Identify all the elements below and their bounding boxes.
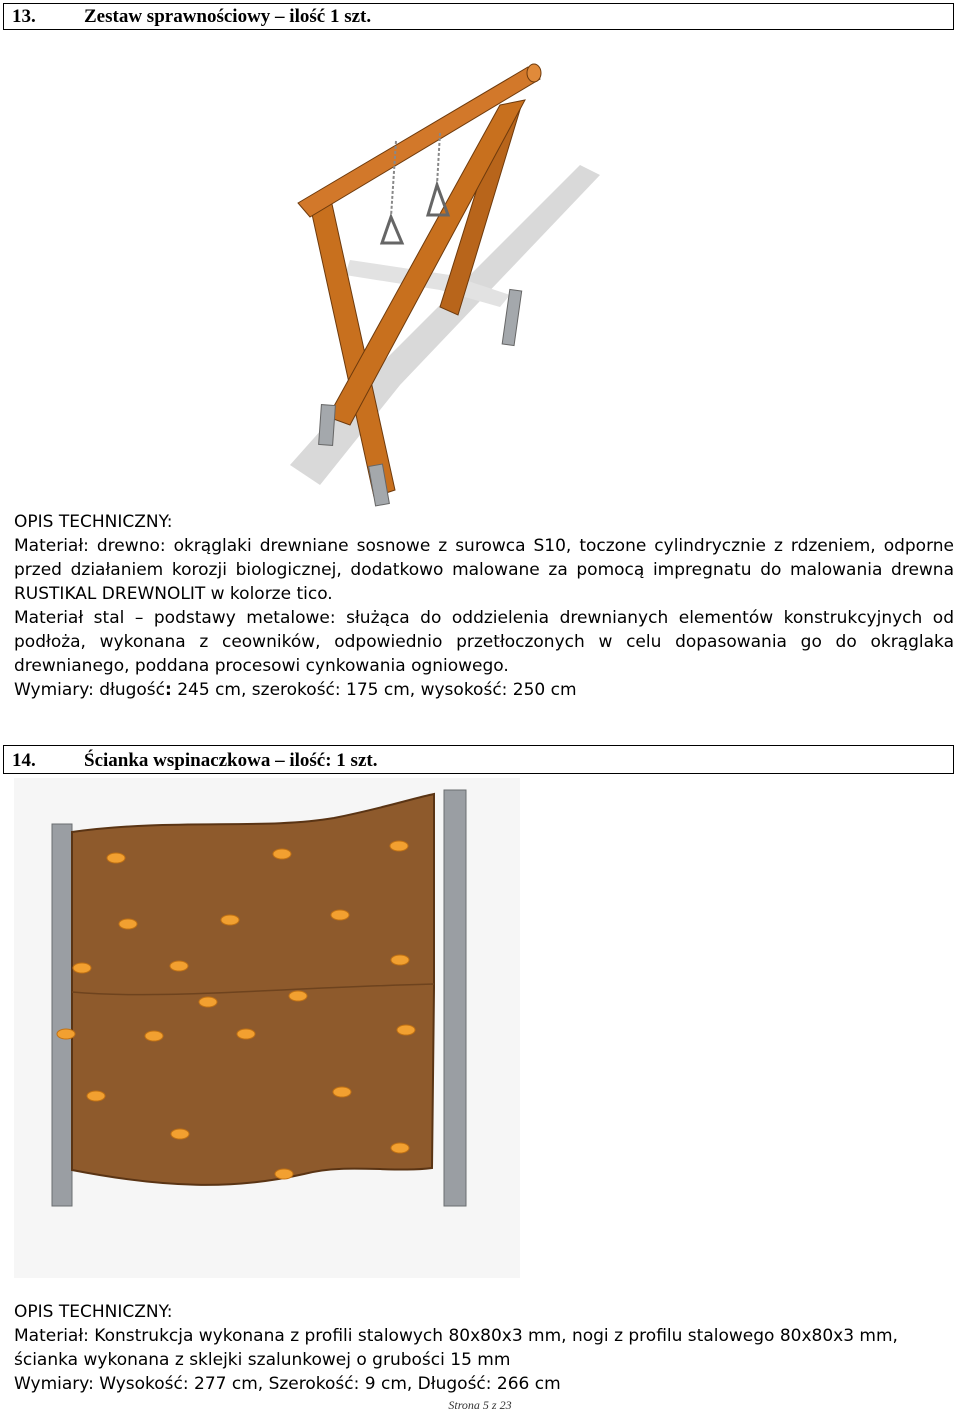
material-14: Materiał: Konstrukcja wykonana z profili stalowych 80x80x3 mm, nogi z profilu stalowego 80x80x3 mm, ścianka wykonana z sklejki szalunkowej o grubości 15 mm [14, 1326, 898, 1370]
left-post [52, 824, 72, 1206]
section-13-number: 13. [12, 6, 36, 27]
section-13-header [3, 3, 954, 30]
hold [73, 963, 91, 973]
hold [145, 1031, 163, 1041]
dimensions-13 [14, 678, 954, 702]
hold [391, 1143, 409, 1153]
section-13-description [14, 510, 954, 702]
hold [119, 919, 137, 929]
hold [331, 910, 349, 920]
hold [87, 1091, 105, 1101]
hold [397, 1025, 415, 1035]
wall-panel [72, 794, 434, 1185]
ring-right [428, 185, 448, 215]
hold [221, 915, 239, 925]
page-footer: Strona 5 z 23 [448, 1398, 512, 1412]
section-14-description [14, 1300, 954, 1396]
section-14-title: Ścianka wspinaczkowa – ilość: 1 szt. [84, 750, 378, 771]
hold [171, 1129, 189, 1139]
hold [170, 961, 188, 971]
section-13-title: Zestaw sprawnościowy – ilość 1 szt. [84, 6, 372, 27]
hold [275, 1169, 293, 1179]
hold [57, 1029, 75, 1039]
hold [390, 841, 408, 851]
hold [289, 991, 307, 1001]
dimensions-13-value: 245 cm, szerokość: 175 cm, wysokość: 250 cm [171, 680, 577, 700]
dimensions-13-label: Wymiary: długość [14, 680, 166, 700]
section-14-header [3, 745, 954, 774]
hold [333, 1087, 351, 1097]
section-14-number: 14. [12, 750, 36, 771]
front-leg-foot-right [319, 405, 336, 446]
beam-end [527, 64, 541, 82]
hold [391, 955, 409, 965]
material-steel-paragraph: Materiał stal – podstawy metalowe: służąca do oddzielenia drewnianych elementów konstrukcyjnych od podłoża, wykonana z ceowników, odpowiednio przetłoczonych w celu dopasowania go do okrąglaka drewnianego, poddana procesowi cynkowania ogniowego. [14, 608, 954, 676]
hold [199, 997, 217, 1007]
hold [237, 1029, 255, 1039]
dimensions-13-colon: : [165, 680, 172, 700]
dimensions-14: Wymiary: Wysokość: 277 cm, Szerokość: 9 cm, Długość: 266 cm [14, 1374, 561, 1394]
ring-left [382, 217, 402, 243]
right-post [444, 790, 466, 1206]
hold [273, 849, 291, 859]
fitness-set-illustration [250, 45, 650, 515]
opis-heading-14: OPIS TECHNICZNY: [14, 1302, 173, 1322]
climbing-wall-illustration [14, 778, 520, 1278]
opis-heading-13: OPIS TECHNICZNY: [14, 512, 173, 532]
hold [107, 853, 125, 863]
material-wood-paragraph: Materiał: drewno: okrąglaki drewniane sosnowe z surowca S10, toczone cylindrycznie z rdzeniem, odporne przed działaniem korozji biologicznej, dodatkowo malowane za pomocą impregnatu do malowania drewna RUSTIKAL DREWNOLIT w kolorze tico. [14, 536, 954, 604]
